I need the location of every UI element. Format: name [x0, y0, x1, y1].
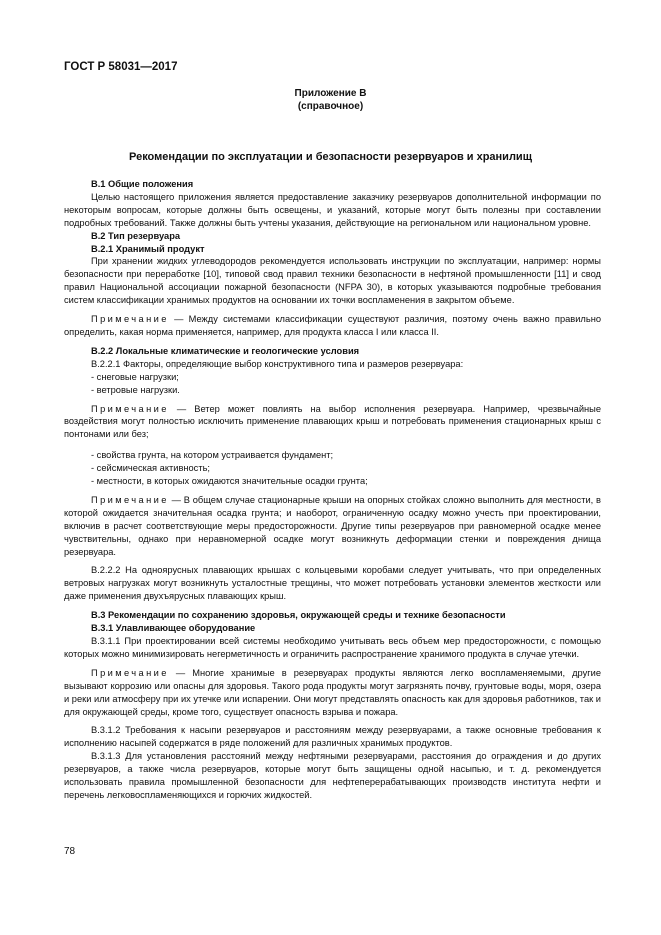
- note-text: — Между системами классификации существуют различия, поэтому очень важно правильно определить, какая норма применяется, например, для продукта класса I или класса II.: [64, 314, 601, 337]
- page-number: 78: [64, 846, 76, 857]
- paragraph-b1: Целью настоящего приложения является предоставление заказчику резервуаров дополнительной информации по некоторым вопросам, которые должны быть освещены, и указаний, которые могут быть полезны при составлении подробных требований. Также должны быть учтены указания, действующие на региональном или национальном уровне.: [64, 191, 601, 228]
- subsection-heading-b31: В.3.1 Улавливающее оборудование: [91, 623, 256, 634]
- paragraph-b311: В.3.1.1 При проектировании всей системы необходимо учитывать весь объем мер предосторожности, с помощью которых можно минимизировать негерметичность и ограничить распространение хранимого продукта в случае утечки.: [64, 636, 601, 659]
- section-heading-b2: В.2 Тип резервуара: [91, 230, 181, 241]
- list-item: - снеговые нагрузки;: [91, 371, 179, 382]
- paragraph-b222: В.2.2.2 На одноярусных плавающих крышах с кольцевыми коробами следует учитывать, что при определенных ветровых нагрузках могут возникнуть усталостные трещины, что может потребовать установки элементов жесткости или даже применения двухъярусных плавающих крыш.: [64, 565, 601, 602]
- document-body: [64, 178, 601, 802]
- list-item: - ветровые нагрузки.: [91, 384, 180, 395]
- section-heading-b1: В.1 Общие положения: [91, 179, 194, 189]
- note-3: [64, 494, 601, 559]
- note-text: — Ветер может повлиять на выбор исполнения резервуара. Например, чрезвычайные воздействия могут полностью исключить применение плавающих крыш и потребовать применения стационарных крыш с понтонами или без;: [64, 403, 601, 440]
- paragraph-b21: При хранении жидких углеводородов рекомендуется использовать инструкции по эксплуатации, например: нормы безопасности при переработке [10], типовой свод правил техники безопасности в нефтяной промышленности [11] и свод правил Национальной ассоциации пожарной безопасности (NFPA 30), в которых указываются подробные требования систем классификации хранимых продуктов на основании их точки воспламенения в закрытом объеме.: [64, 256, 601, 306]
- note-label: Примечание: [91, 667, 169, 678]
- paragraph-b312: В.3.1.2 Требования к насыпи резервуаров и расстояниям между резервуарами, а также основные требования к исполнению насыпей содержатся в ряде положений для различных хранимых продуктов.: [64, 725, 601, 749]
- note-text: — В общем случае стационарные крыши на опорных стойках сложно выполнить для местности, в которой ожидается значительная осадка грунта; и наоборот, ограниченную осадку можно учесть при проектировании, включив в расчет соответствующие меры предосторожности. Другие типы резервуаров при равномерной осадке менее чувствительны, однако при неравномерной осадке могут возникнуть деформации стенки и повреждения днища резервуара.: [64, 494, 601, 557]
- main-title: Рекомендации по эксплуатации и безопасности резервуаров и хранилищ: [129, 151, 532, 163]
- note-4: [64, 667, 601, 719]
- doc-number-header: ГОСТ Р 58031—2017: [64, 61, 178, 73]
- appendix-subtitle: (справочное): [297, 101, 364, 112]
- note-text: — Многие хранимые в резервуарах продукты являются легко воспламеняемыми, другие вызывают коррозию или опасны для здоровья. Такого рода продукты могут загрязнять почву, грунтовые воды, моря, озера и реки или атмосферу при их утечке или испарении. Они могут представлять опасность как для здоровья работников, так и для окружающей среды, кроме того, существует опасность взрыва и пожара.: [64, 667, 601, 717]
- list-item: - свойства грунта, на котором устраивается фундамент;: [91, 450, 334, 461]
- subsection-heading-b22: В.2.2 Локальные климатические и геологические условия: [91, 345, 360, 356]
- paragraph-b313: В.3.1.3 Для установления расстояний между нефтяными резервуарами, расстояния до ограждения и до других резервуаров, а также числа резервуаров, которые могут быть защищены одной насыпью, и т. д. рекомендуется использовать правила промышленной безопасности для нефтеперерабатывающих производств института нефти и перечень легковоспламеняющихся и горючих жидкостей.: [64, 751, 601, 800]
- note-label: Примечание: [91, 314, 169, 325]
- list-item: - сейсмическая активность;: [91, 463, 211, 474]
- section-heading-b3: В.3 Рекомендации по сохранению здоровья, окружающей среды и технике безопасности: [91, 610, 506, 621]
- note-2: [64, 403, 601, 442]
- list-item: - местности, в которых ожидаются значительные осадки грунта;: [91, 476, 368, 487]
- note-label: Примечание: [91, 403, 169, 414]
- note-1: [64, 313, 601, 339]
- appendix-title: Приложение В: [294, 88, 367, 99]
- note-label: Примечание: [91, 494, 169, 505]
- subsection-heading-b21: В.2.1 Хранимый продукт: [91, 243, 205, 254]
- paragraph-b221: В.2.2.1 Факторы, определяющие выбор конструктивного типа и размеров резервуара:: [91, 358, 464, 369]
